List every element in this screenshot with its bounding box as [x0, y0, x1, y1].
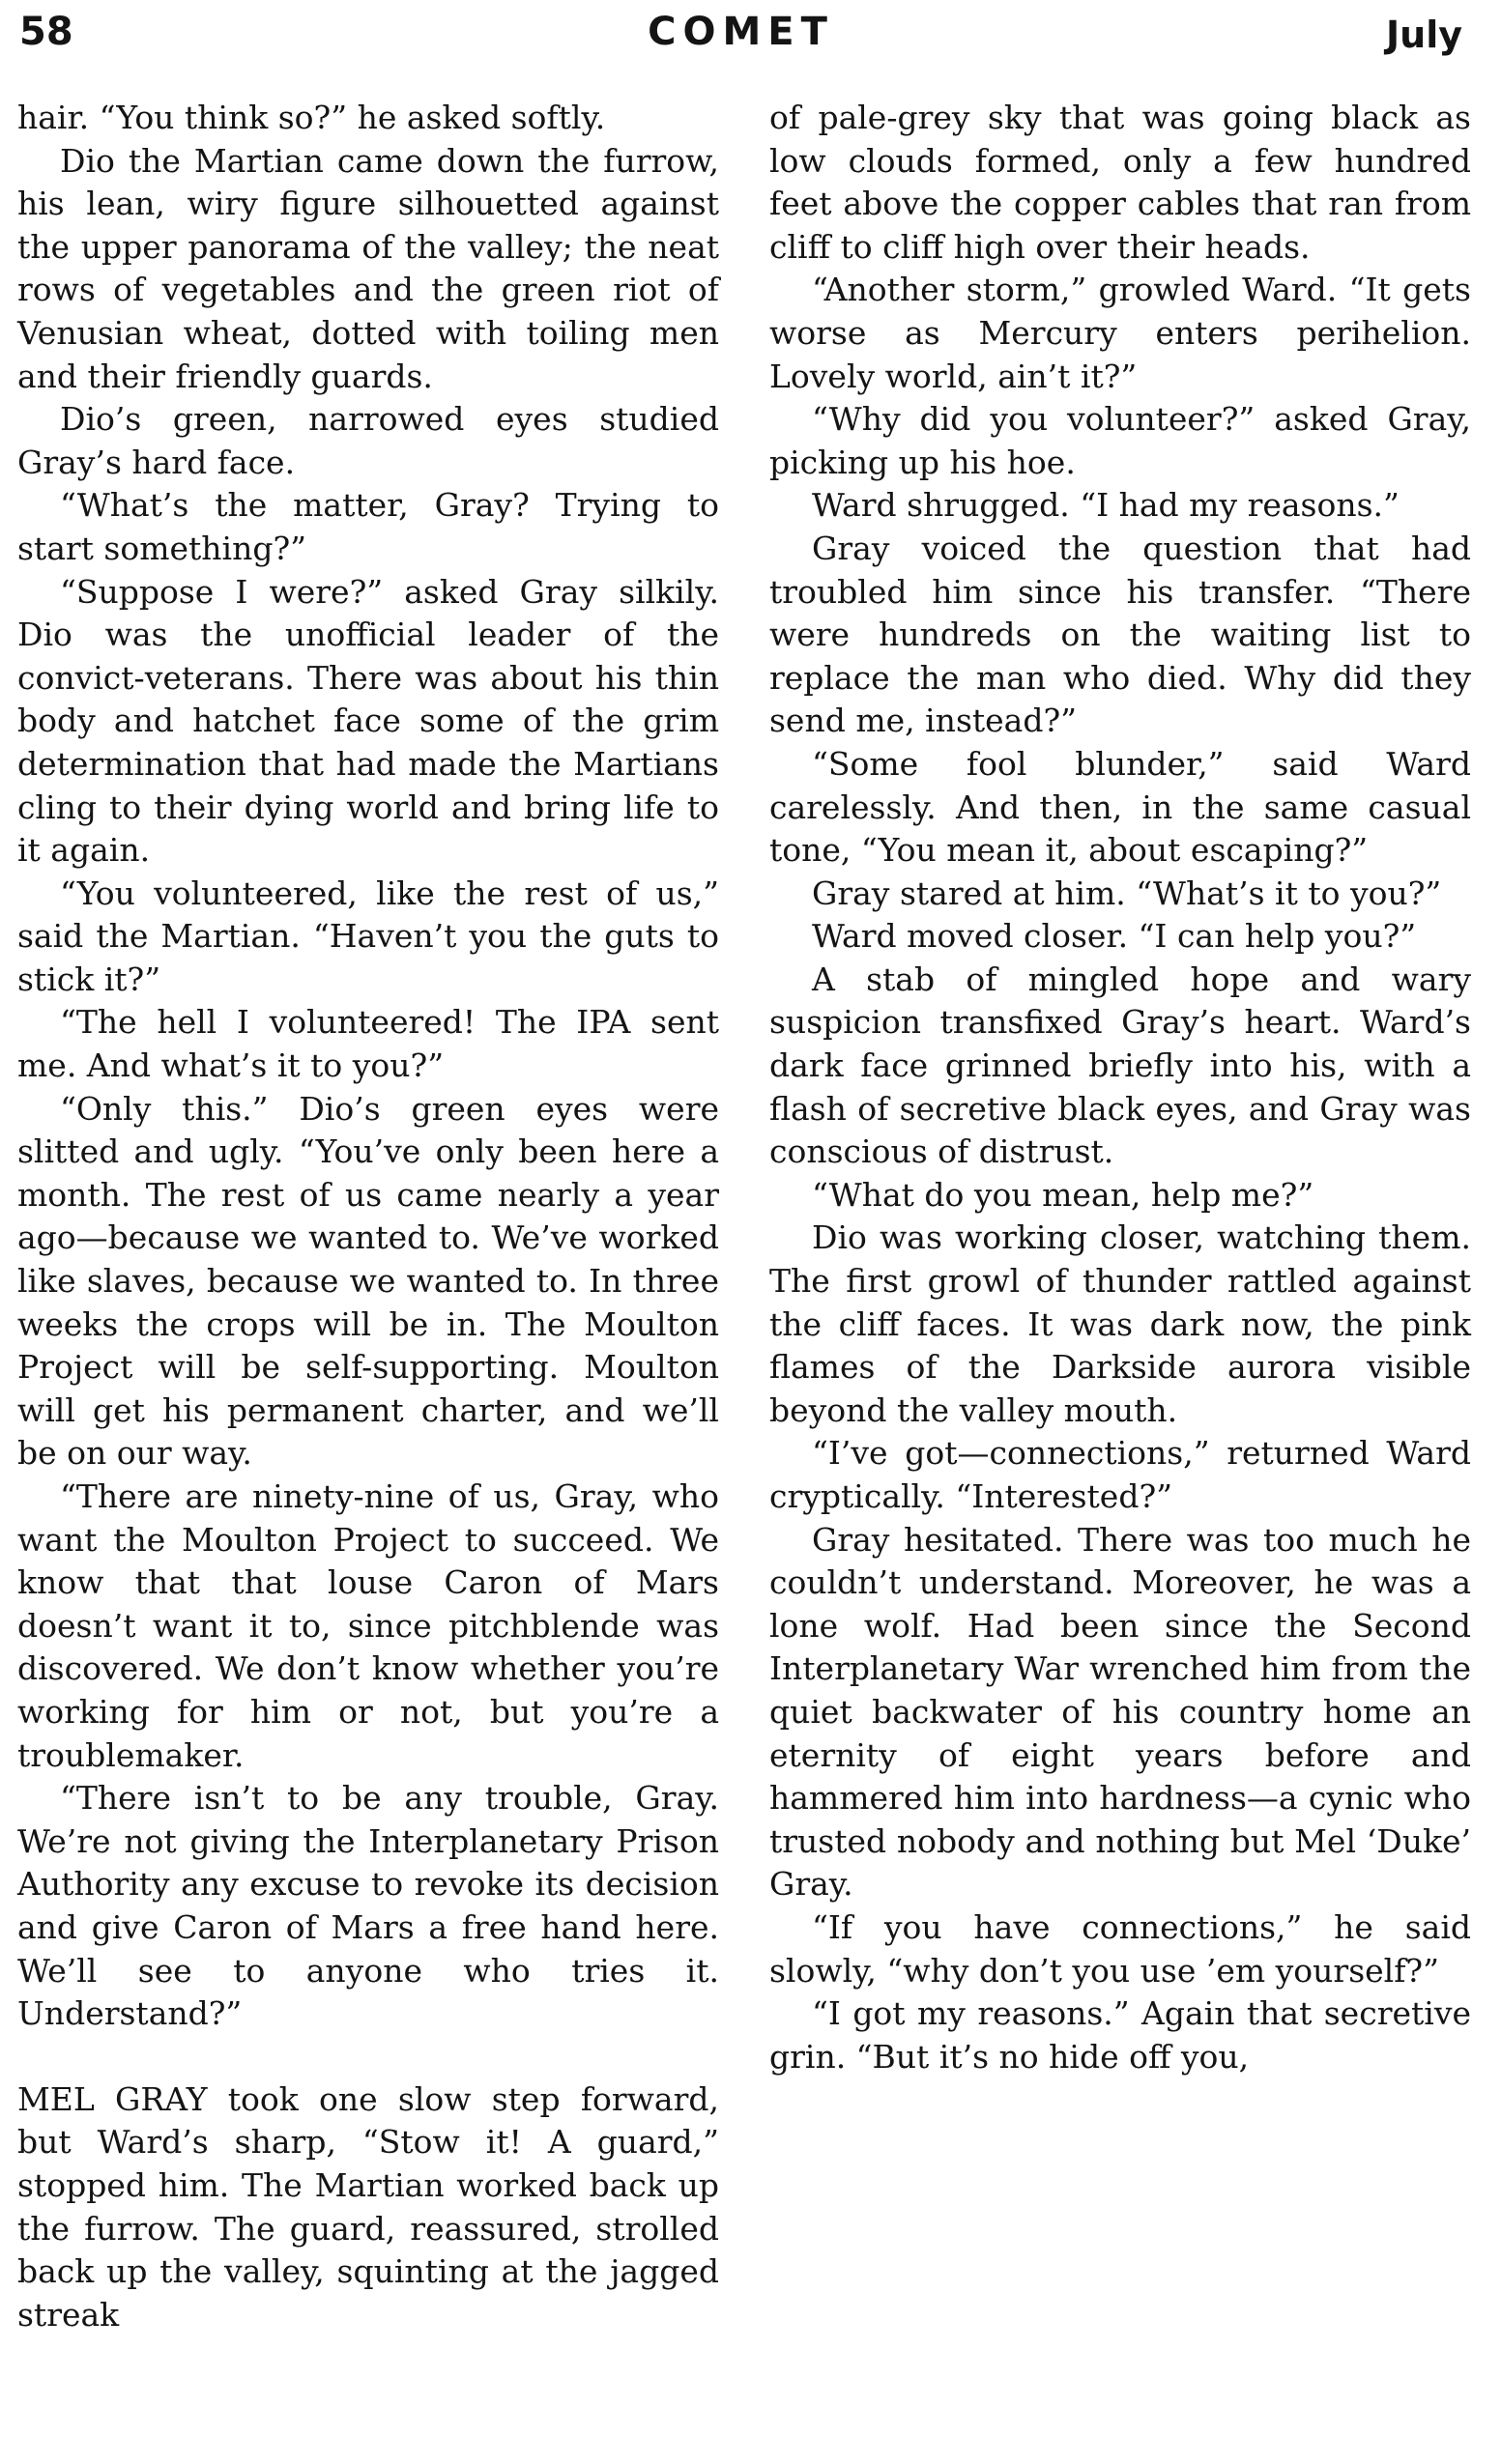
paragraph: of pale-grey sky that was going black as low clouds formed, only a few hundred feet above the copper cables that ran from cliff to cliff high over their heads. [769, 99, 1471, 266]
paragraph: “The hell I volunteered! The IPA sent me. And what’s it to you?” [17, 1003, 719, 1085]
paragraph: “Why did you volunteer?” asked Gray, picking up his hoe. [769, 400, 1471, 481]
paragraph: Ward shrugged. “I had my reasons.” [812, 486, 1400, 525]
paragraph: “You volunteered, like the rest of us,” said the Martian. “Haven’t you the guts to stick it?” [17, 874, 719, 998]
paragraph: “If you have connections,” he said slowly, “why don’t you use ’em yourself?” [769, 1907, 1471, 1990]
section-start-paragraph [17, 2078, 719, 2337]
paragraph: Ward moved closer. “I can help you?” [812, 917, 1417, 956]
paragraph: Dio’s green, narrowed eyes studied Gray’s hard face. [17, 400, 719, 481]
section-lead-in: MEL GRAY [17, 2079, 208, 2118]
paragraph: A stab of mingled hope and wary suspicion transfixed Gray’s heart. Ward’s dark face grinned briefly into his, with a flash of secretive black eyes, and Gray was conscious of distrust. [769, 960, 1471, 1171]
paragraph: “Some fool blunder,” said Ward carelessly. And then, in the same casual tone, “You mean it, about escaping?” [769, 744, 1471, 870]
right-column [769, 97, 1471, 2078]
paragraph: “What’s the matter, Gray? Trying to start something?” [17, 486, 719, 567]
paragraph: “Only this.” Dio’s green eyes were slitted and ugly. “You’ve only been here a month. The rest of us came nearly a year ago—because we wanted to. We’ve worked like slaves, because we wanted to. In three weeks the crops will be in. The Moulton Project will be self-supporting. Moulton will get his permanent charter, and we’ll be on our way. [17, 1089, 719, 1473]
paragraph: “I got my reasons.” Again that secretive grin. “But it’s no hide off you, [769, 1994, 1471, 2076]
paragraph: Dio was working closer, watching them. The first growl of thunder rattled against the cliff faces. It was dark now, the pink flames of the Darkside aurora visible beyond the valley mouth. [769, 1218, 1471, 1429]
paragraph: “Suppose I were?” asked Gray silkily. Dio was the unofficial leader of the convict-veterans. There was about his thin body and hatchet face some of the grim determination that had made the Martians cling to their dying world and bring life to it again. [17, 572, 719, 870]
paragraph: Gray hesitated. There was too much he couldn’t understand. Moreover, he was a lone wolf. Had been since the Second Interplanetary War wrenched him from the quiet backwater of his country home an eternity of eight years before and hammered him into hardness—a cynic who trusted nobody and nothing but Mel ‘Duke’ Gray. [769, 1520, 1471, 1904]
paragraph: “Another storm,” growled Ward. “It gets worse as Mercury enters perihelion. Lovely world, ain’t it?” [769, 271, 1471, 395]
paragraph: hair. “You think so?” he asked softly. [17, 99, 606, 136]
left-column [17, 97, 719, 2336]
paragraph: “I’ve got—connections,” returned Ward cryptically. “Interested?” [769, 1434, 1471, 1515]
paragraph: “What do you mean, help me?” [812, 1175, 1314, 1214]
paragraph: “There are ninety-nine of us, Gray, who want the Moulton Project to succeed. We know that that louse Caron of Mars doesn’t want it to, since pitchblende was discovered. We don’t know whether you’re working for him or not, but you’re a troublemaker. [17, 1477, 719, 1774]
issue-month: July [1386, 14, 1462, 56]
paragraph: “There isn’t to be any trouble, Gray. We’re not giving the Interplanetary Prison Authority any excuse to revoke its decision and give Caron of Mars a free hand here. We’ll see to anyone who tries it. Understand?” [17, 1779, 719, 2033]
paragraph: Dio the Martian came down the furrow, his lean, wiry figure silhouetted against the upper panorama of the valley; the neat rows of vegetables and the green riot of Venusian wheat, dotted with toiling men and their friendly guards. [17, 141, 719, 395]
paragraph: Gray voiced the question that had troubled him since his transfer. “There were hundreds on the waiting list to replace the man who died. Why did they send me, instead?” [769, 529, 1471, 740]
page-header [19, 10, 1462, 68]
section-text: took one slow step forward, but Ward’s sharp, “Stow it! A guard,” stopped him. The Martian worked back up the furrow. The guard, reassured, strolled back up the valley, squinting at the jagged streak [17, 2079, 719, 2334]
paragraph: Gray stared at him. “What’s it to you?” [812, 874, 1442, 912]
page-number: 58 [19, 10, 73, 54]
magazine-title: COMET [648, 10, 834, 54]
